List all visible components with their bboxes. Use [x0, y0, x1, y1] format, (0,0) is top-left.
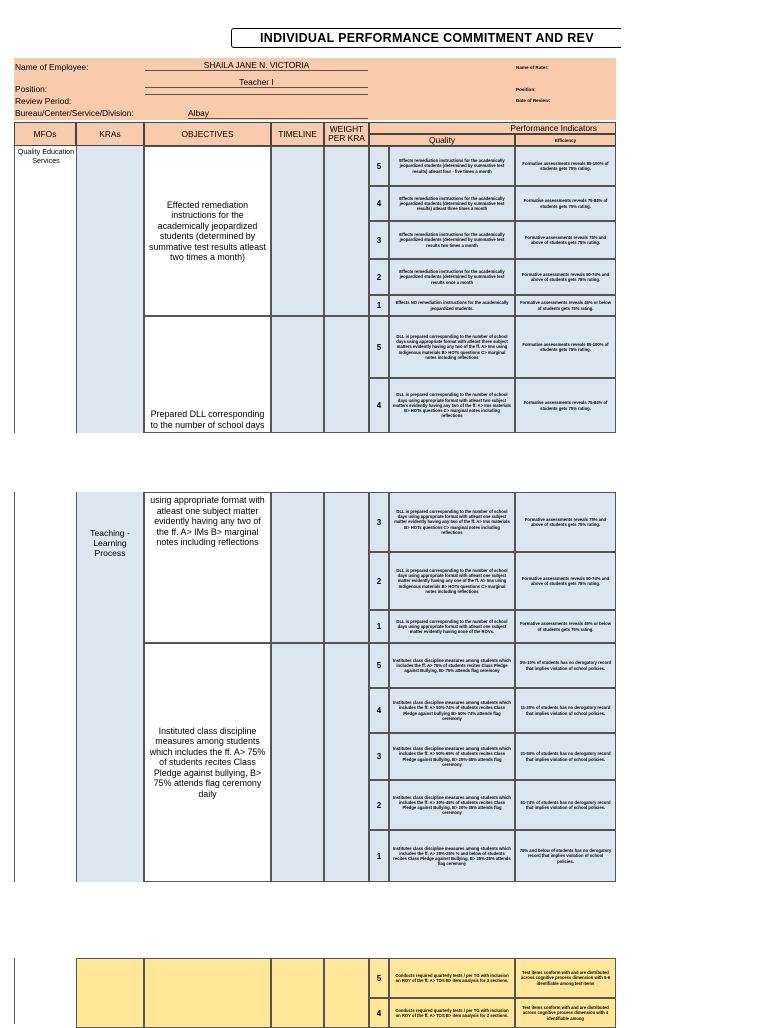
quality-indicator: Conducts required quarterly tests / per TG with inclusion on ROY of the ff. A> TOS B> item analysis for 3 sections. [389, 958, 515, 998]
rating-number: 4 [369, 186, 389, 221]
quality-indicator: DLL is prepared corresponding to the number of school days using appropriate format with atleast three subject matters evidently having any two of the ff. A> Ims using Indigenous materials B> HOTs questions C> marginal notes including reflections [389, 316, 515, 378]
col-weight: WEIGHT PER KRA [324, 122, 369, 146]
quality-indicator: Effects remediation instructions for the academically jeopardized students (determined by summative test results) atleast three times a month [389, 186, 515, 221]
employee-label: Name of Employee: [15, 62, 89, 72]
rating-number: 2 [369, 259, 389, 295]
date-review-label: Date of Review: [516, 98, 551, 103]
weight-cell [324, 492, 369, 643]
rating-number: 3 [369, 492, 389, 552]
rating-number: 5 [369, 316, 389, 378]
rating-number: 4 [369, 378, 389, 433]
rater-label: Name of Rater: [516, 65, 549, 70]
weight-cell [324, 146, 369, 316]
efficiency-indicator: Test items conform with and are distributed across cognitive process dimension with 5-6 identifiable among test items [515, 958, 616, 998]
col-objectives: OBJECTIVES [144, 122, 271, 146]
timeline-cell [271, 146, 324, 316]
efficiency-indicator: Test items conform with and are distributed across cognitive process dimension with 4 identifiable among [515, 998, 616, 1028]
bureau-value: Albay [188, 108, 368, 119]
col-kras: KRAs [76, 122, 144, 146]
bureau-label: Bureau/Center/Service/Division: [15, 108, 134, 118]
quality-indicator: Effects NO remediation instructions for the academically jeopardized students. [389, 295, 515, 316]
quality-indicator: DLL is prepared corresponding to the number of school days using appropriate format with atleast one subject matter evidently having any two of the ff. A> Ims materials B> HOTs questions C> marginal notes including reflections [389, 492, 515, 552]
efficiency-indicator: 11-20% of students has no derogatory record that implies violation of school policies. [515, 688, 616, 733]
rater-position-label: Position: [516, 87, 536, 92]
quality-indicator: DLL is prepared corresponding to the number of school days using appropriate format with atleast one subject matter evidently having none of the ROVs. [389, 610, 515, 643]
efficiency-indicator: 21-50% of students has no derogatory record that implies violation of school policies. [515, 733, 616, 780]
efficiency-indicator: Formative assessments reveals 75% and above of students gets 75% rating. [515, 492, 616, 552]
col-performance-indicators: Performance Indicators [369, 122, 616, 134]
efficiency-indicator: Formative assessments reveals 75-84% of students gets 75% rating. [515, 186, 616, 221]
rating-number: 4 [369, 688, 389, 733]
quality-indicator: Effects remediation instructions for the academically jeopardized students (determined by summative test results once a month [389, 259, 515, 295]
efficiency-indicator: 75% and below of students has no derogatory record that implies violation of school policies. [515, 830, 616, 882]
rating-number: 3 [369, 733, 389, 780]
quality-indicator: Institutes class discipline measures among students which includes the ff. A> 75% of students recites Class Pledge against Bullying, B> 75% attends flag ceremony [389, 643, 515, 688]
employee-name: SHAILA JANE N. VICTORIA [145, 60, 368, 71]
col-efficiency: Efficiency [515, 134, 616, 146]
efficiency-indicator: Formative assessments reveals 50-74% and above of students gets 75% rating. [515, 259, 616, 295]
kra-cell [76, 958, 144, 1028]
rating-number: 1 [369, 610, 389, 643]
col-quality: Quality [369, 134, 515, 146]
rating-number: 5 [369, 146, 389, 186]
efficiency-indicator: 0%-10% of students has no derogatory record that implies violation of school policies. [515, 643, 616, 688]
kra-teaching-learning: Teaching - Learning Process [90, 528, 130, 558]
quality-indicator: Institutes class discipline measures among students which includes the ff. A> 30%-45% of students recites Class Pledge against Bullying, B> 20%-35% attends flag ceremony [389, 780, 515, 830]
efficiency-indicator: Formative assessments reveals 49% or below of students gets 75% rating. [515, 610, 616, 643]
quality-indicator: DLL is prepared corresponding to the number of school days using appropriate format with atleast one subject matter evidently having any one of the ff. A> Ims using Indigenous materials B> HOTs questions C> marginal notes including reflections [389, 552, 515, 610]
objective-dll: Prepared DLL corresponding to the number of school days [144, 316, 271, 433]
form-title: INDIVIDUAL PERFORMANCE COMMITMENT AND REV [231, 28, 621, 48]
timeline-cell [271, 958, 324, 1028]
col-timeline: TIMELINE [271, 122, 324, 146]
timeline-cell [271, 492, 324, 643]
efficiency-indicator: Formative assessments reveals 49% or below of students gets 75% rating. [515, 295, 616, 316]
quality-indicator: Institutes class discipline measures among students which includes the ff. A> 29%-25% % and below of students recites Class Pledge against Bullying, B> 25%-25% attends flag ceremony [389, 830, 515, 882]
objective-dll-cont: using appropriate format with atleast one subject matter evidently having any two of the ff. A> IMs B> marginal notes including reflections [144, 492, 271, 643]
rating-number: 4 [369, 998, 389, 1028]
table-left-border [14, 958, 15, 1024]
efficiency-indicator: Formative assessments reveals 85-100% of students gets 75% rating. [515, 146, 616, 186]
review-period-line [145, 94, 368, 95]
weight-cell [324, 316, 369, 433]
kra-cell [76, 146, 144, 433]
quality-indicator: Conducts required quarterly tests / per TG with inclusion on ROY of the ff. A> TOS B> item analysis for 2 sections. [389, 998, 515, 1028]
efficiency-indicator: Formative assessments reveals 75% and above of students gets 75% rating. [515, 221, 616, 259]
rating-number: 1 [369, 830, 389, 882]
objective-class-discipline: Instituted class discipline measures among students which includes the ff. A> 75% of students recites Class Pledge against bullying, B> 75% attends flag ceremony daily [144, 643, 271, 882]
quality-indicator: Effects remediation instructions for the academically jeopardized students (determined by summative test results) atleast four - five times a month [389, 146, 515, 186]
table-left-border [14, 492, 15, 882]
position-value: Teacher I [145, 77, 368, 88]
quality-indicator: Institutes class discipline measures among students which includes the ff. A> 50%-65% of students recites Class Pledge against Bullying, B> 25%-45% attends flag ceremony [389, 733, 515, 780]
quality-indicator: Institutes class discipline measures among students which includes the ff. A> 50%-74% of students recites Class Pledge against bullying B> 50%-74% attends flag ceremony [389, 688, 515, 733]
efficiency-indicator: Formative assessments reveals 50-74% and above of students gets 75% rating. [515, 552, 616, 610]
table-left-border [14, 146, 15, 433]
col-mfos: MFOs [14, 122, 76, 146]
weight-cell [324, 643, 369, 882]
rating-number: 2 [369, 552, 389, 610]
efficiency-indicator: Formative assessments reveals 75-84% of students gets 75% rating. [515, 378, 616, 433]
objective-cell [144, 958, 271, 1028]
rating-number: 2 [369, 780, 389, 830]
position-label: Position: [15, 84, 48, 94]
efficiency-indicator: Formative assessments reveals 85-100% of students gets 75% rating. [515, 316, 616, 378]
rating-number: 5 [369, 958, 389, 998]
quality-indicator: Effects remediation instructions for the academically jeopardized students (determined by summative test results two times a month [389, 221, 515, 259]
rating-number: 5 [369, 643, 389, 688]
timeline-cell [271, 316, 324, 433]
mfo-quality-education: Quality Education Services [17, 147, 75, 165]
review-period-label: Review Period: [15, 96, 72, 106]
efficiency-indicator: 51-74% of students has no derogatory record that implies violation of school policies. [515, 780, 616, 830]
objective-remediation: Effected remediation instructions for the academically jeopardized students (determined by summative test results atleast two times a month) [144, 146, 271, 316]
rating-number: 1 [369, 295, 389, 316]
quality-indicator: DLL is prepared corresponding to the number of school days using appropriate format with atleast two subject matters evidently having any two of the ff. A> Ims materials B> HOTs questions C> marginal notes including reflections [389, 378, 515, 433]
timeline-cell [271, 643, 324, 882]
weight-cell [324, 958, 369, 1028]
rating-number: 3 [369, 221, 389, 259]
